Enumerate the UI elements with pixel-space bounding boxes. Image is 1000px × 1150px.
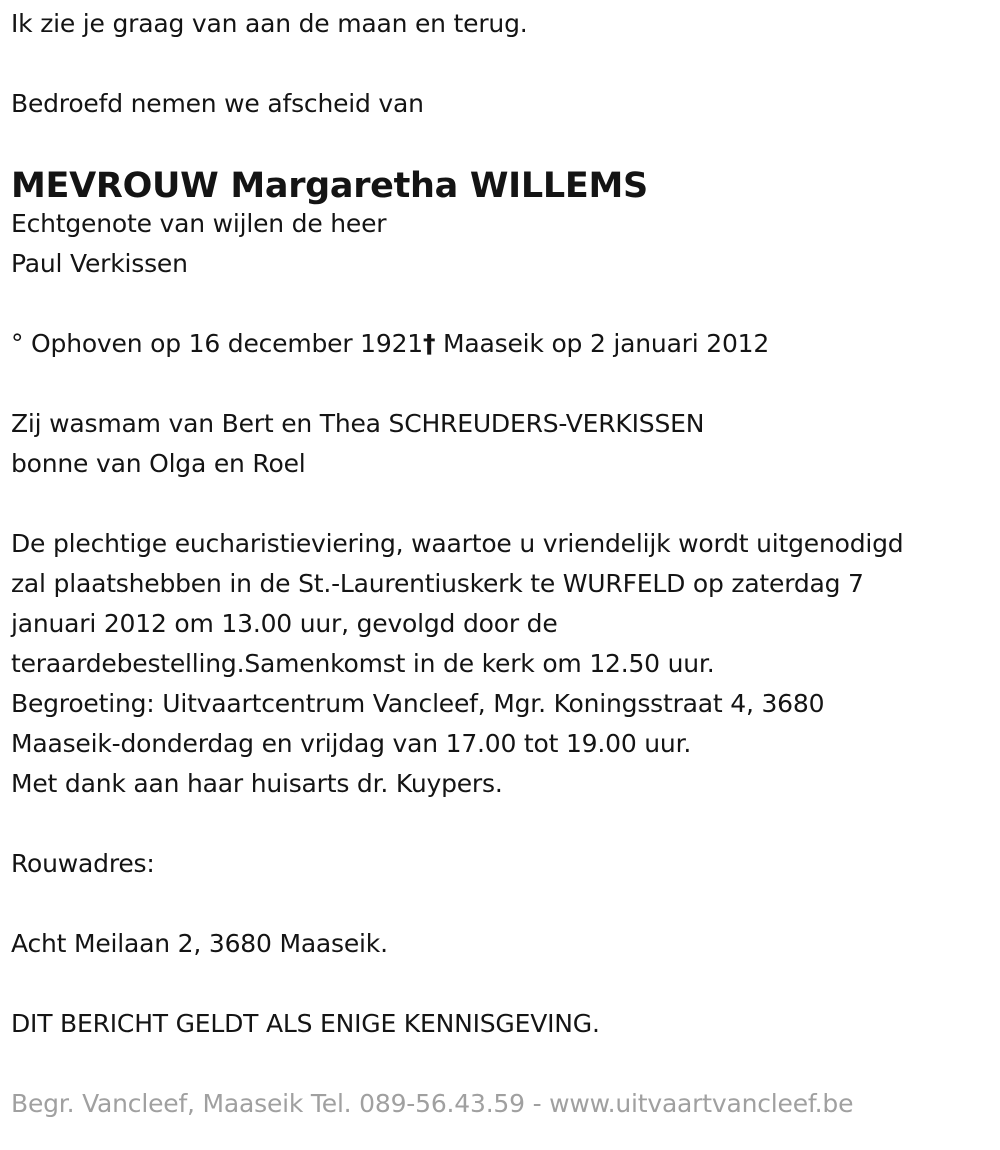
ceremony-line: Begroeting: Uitvaartcentrum Vancleef, Mgr. Koningsstraat 4, 3680 [11,689,825,718]
address-value: Acht Meilaan 2, 3680 Maaseik. [11,929,388,958]
notice-text: DIT BERICHT GELDT ALS ENIGE KENNISGEVING. [11,1009,600,1038]
spouse-line-2: Paul Verkissen [11,249,188,278]
birth-text: ° Ophoven op 16 december 1921 [11,329,423,358]
ceremony-line: Met dank aan haar huisarts dr. Kuypers. [11,769,503,798]
deceased-name: MEVROUW Margaretha WILLEMS [11,166,648,206]
spacer [11,284,991,324]
ceremony-line: Maaseik-donderdag en vrijdag van 17.00 tot 19.00 uur. [11,729,692,758]
death-text: Maaseik op 2 januari 2012 [435,329,770,358]
ceremony-line: zal plaatshebben in de St.-Laurentiuskerk te WURFELD op zaterdag 7 [11,569,864,598]
birth-death-line [11,324,991,364]
ceremony-line: januari 2012 om 13.00 uur, gevolgd door de [11,609,558,638]
dagger-icon: † [423,329,436,358]
intro-quote: Ik zie je graag van aan de maan en terug. [11,9,528,38]
ceremony-line: teraardebestelling.Samenkomst in de kerk om 12.50 uur. [11,649,715,678]
spacer [11,44,991,84]
spacer [11,884,991,924]
spacer [11,364,991,404]
family-line-2: bonne van Olga en Roel [11,449,306,478]
family-line-1: Zij wasmam van Bert en Thea SCHREUDERS-VERKISSEN [11,409,705,438]
spouse-line-1: Echtgenote van wijlen de heer [11,209,387,238]
spacer [11,124,991,164]
spacer [11,964,991,1004]
ceremony-line: De plechtige eucharistieviering, waartoe u vriendelijk wordt uitgenodigd [11,529,904,558]
obituary-notice [11,4,991,1124]
spacer [11,1044,991,1084]
footer-contact: Begr. Vancleef, Maaseik Tel. 089-56.43.59 - www.uitvaartvancleef.be [11,1089,854,1118]
address-label: Rouwadres: [11,849,155,878]
farewell-text: Bedroefd nemen we afscheid van [11,89,424,118]
spacer [11,484,991,524]
spacer [11,804,991,844]
